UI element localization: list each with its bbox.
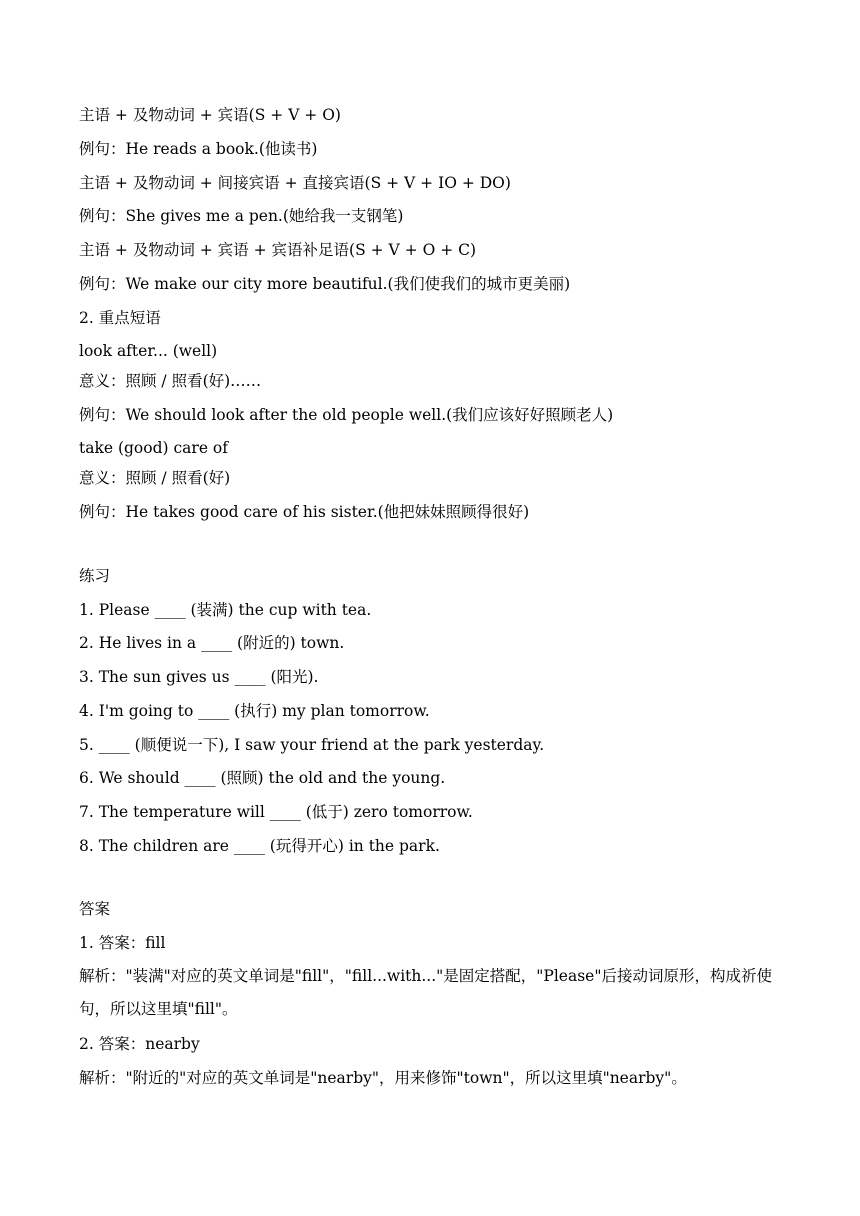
sentence-pattern-svo: 主语 + 及物动词 + 宾语(S + V + O): [79, 106, 341, 124]
example-look-after: 例句：We should look after the old people well.(我们应该好好照顾老人): [79, 406, 614, 424]
exercise-item-5: 5. ____ (顺便说一下), I saw your friend at the park yesterday.: [79, 736, 545, 754]
section-heading-key-phrases: 2. 重点短语: [79, 309, 161, 327]
exercise-item-7: 7. The temperature will ____ (低于) zero tomorrow.: [79, 803, 473, 821]
section-heading-answers: 答案: [79, 900, 111, 918]
meaning-look-after: 意义：照顾 / 照看(好)……: [79, 372, 262, 390]
exercise-item-1: 1. Please ____ (装满) the cup with tea.: [79, 601, 372, 619]
exercise-item-3: 3. The sun gives us ____ (阳光).: [79, 668, 319, 686]
phrase-take-care-of: take (good) care of: [79, 439, 228, 457]
answer-explanation-1: 解析："装满"对应的英文单词是"fill"，"fill...with..."是固定搭配，"Please"后接动词原形，构成祈使句，所以这里填"fill"。: [79, 967, 772, 1018]
exercise-item-2: 2. He lives in a ____ (附近的) town.: [79, 634, 345, 652]
example-svoo: 例句：She gives me a pen.(她给我一支钢笔): [79, 207, 404, 225]
answer-item-2: 2. 答案：nearby: [79, 1035, 200, 1053]
section-heading-exercises: 练习: [79, 567, 111, 585]
example-svoc: 例句：We make our city more beautiful.(我们使我们的城市更美丽): [79, 275, 571, 293]
phrase-look-after: look after... (well): [79, 342, 218, 360]
exercise-item-8: 8. The children are ____ (玩得开心) in the park.: [79, 837, 440, 855]
exercise-item-6: 6. We should ____ (照顾) the old and the young.: [79, 769, 446, 787]
example-take-care-of: 例句：He takes good care of his sister.(他把妹妹照顾得很好): [79, 503, 530, 521]
meaning-take-care-of: 意义：照顾 / 照看(好): [79, 469, 231, 487]
answer-item-1: 1. 答案：fill: [79, 934, 166, 952]
exercise-item-4: 4. I'm going to ____ (执行) my plan tomorrow.: [79, 702, 430, 720]
answer-explanation-2: 解析："附近的"对应的英文单词是"nearby"，用来修饰"town"，所以这里填"nearby"。: [79, 1069, 687, 1087]
sentence-pattern-svoc: 主语 + 及物动词 + 宾语 + 宾语补足语(S + V + O + C): [79, 241, 477, 259]
example-svo: 例句：He reads a book.(他读书): [79, 140, 318, 158]
sentence-pattern-svoo: 主语 + 及物动词 + 间接宾语 + 直接宾语(S + V + IO + DO): [79, 174, 511, 192]
